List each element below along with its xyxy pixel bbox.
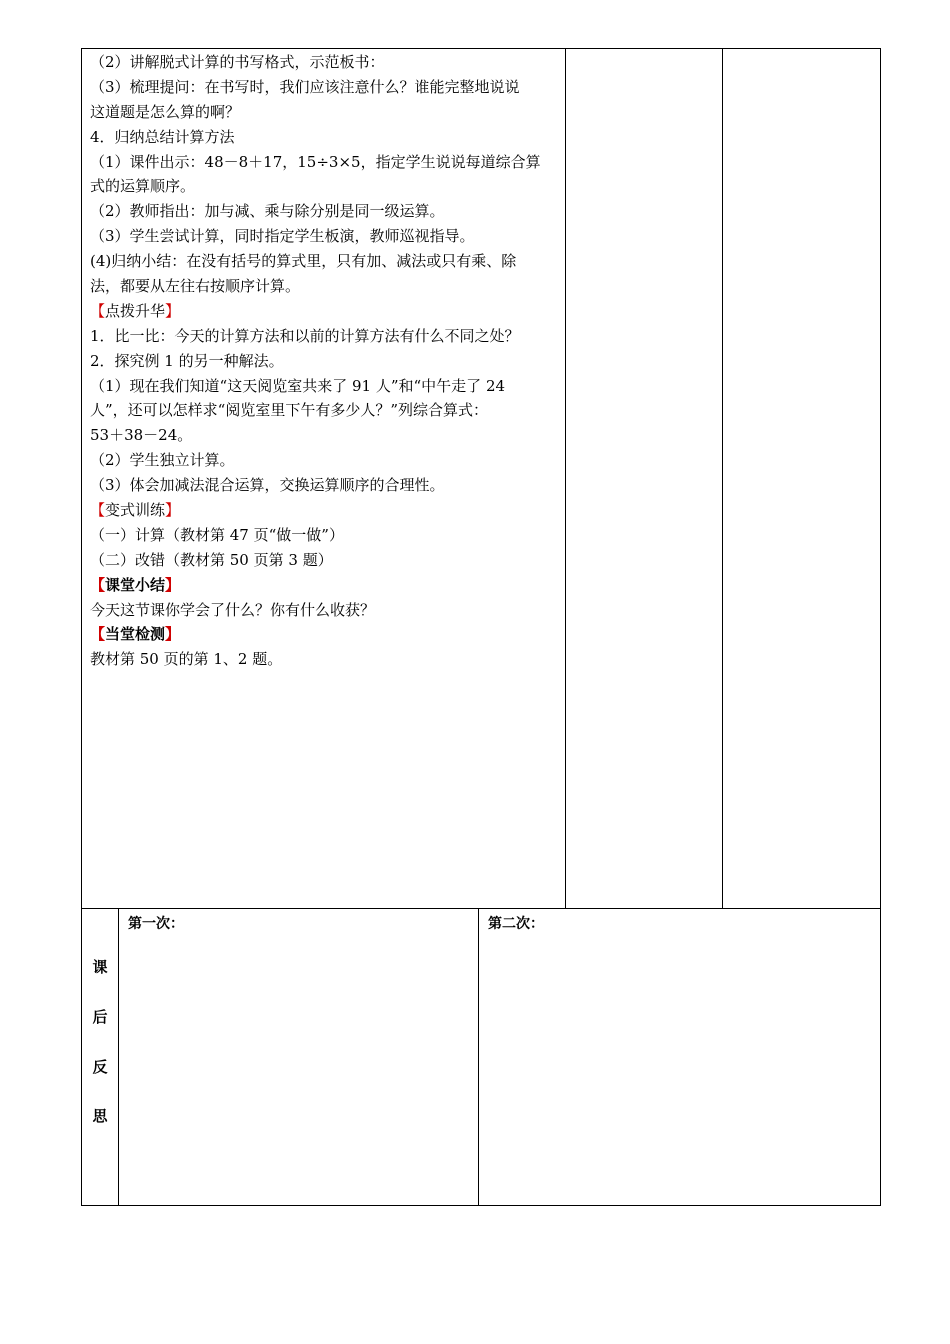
content-line: 53＋38－24。: [90, 426, 193, 445]
content-line: （1）课件出示：48－8＋17，15÷3×5，指定学生说说每道综合算: [90, 152, 541, 171]
heading-text: 点拨升华: [105, 301, 166, 320]
heading-text: 当堂检测: [105, 625, 166, 644]
heading-bracket-close: 】: [165, 625, 181, 644]
content-line: 今天这节课你学会了什么？你有什么收获？: [90, 600, 376, 619]
heading-bracket-open: 【: [90, 625, 106, 644]
content-line: 教材第 50 页的第 1、2 题。: [90, 650, 283, 669]
content-line: （一）计算（教材第 47 页“做一做”）: [90, 525, 344, 544]
first-reflection-label: 第一次：: [128, 916, 184, 932]
heading-bracket-close: 】: [165, 501, 181, 520]
heading-bracket-open: 【: [90, 501, 106, 520]
reflection-row-top: [81, 908, 881, 909]
content-line: （1）现在我们知道“这天阅览室共来了 91 人”和“中午走了 24: [90, 376, 506, 395]
heading-text: 变式训练: [105, 501, 166, 520]
column-divider-1: [565, 48, 566, 909]
content-line: （2）讲解脱式计算的书写格式，示范板书：: [90, 53, 385, 71]
content-line: （3）体会加减法混合运算，交换运算顺序的合理性。: [90, 476, 445, 495]
content-line: 4．归纳总结计算方法: [90, 127, 235, 146]
heading-bracket-open: 【: [90, 301, 106, 320]
section-heading: [90, 622, 558, 647]
content-line: （3）学生尝试计算，同时指定学生板演，教师巡视指导。: [90, 227, 475, 246]
heading-bracket-open: 【: [90, 575, 106, 594]
content-line: 法，都要从左往右按顺序计算。: [90, 277, 301, 296]
reflection-label-char-1: 课: [92, 958, 108, 976]
reflection-label-char-2: 后: [92, 1008, 108, 1026]
heading-bracket-close: 】: [165, 575, 181, 594]
column-divider-2: [722, 48, 723, 909]
reflection-label-char-4: 思: [92, 1107, 108, 1125]
section-heading: [90, 573, 558, 598]
content-line: （二）改错（教材第 50 页第 3 题）: [90, 550, 333, 569]
content-line: 式的运算顺序。: [90, 177, 196, 196]
section-heading: [90, 299, 558, 324]
content-line: 2．探究例 1 的另一种解法。: [90, 351, 284, 370]
content-line: （2）教师指出：加与减、乘与除分别是同一级运算。: [90, 202, 445, 221]
heading-bracket-close: 】: [165, 301, 181, 320]
reflection-label-char-3: 反: [92, 1058, 108, 1076]
second-reflection-label: 第二次：: [488, 916, 544, 932]
content-line: 1．比一比：今天的计算方法和以前的计算方法有什么不同之处？: [90, 326, 520, 345]
lesson-content: [90, 50, 558, 672]
reflection-label-divider: [118, 908, 119, 1206]
content-line: （2）学生独立计算。: [90, 451, 235, 470]
content-line: （3）梳理提问：在书写时，我们应该注意什么？谁能完整地说说: [90, 77, 520, 96]
content-line: (4)归纳小结：在没有括号的算式里，只有加、减法或只有乘、除: [90, 252, 517, 271]
section-heading: [90, 498, 558, 523]
content-line: 人”，还可以怎样求“阅览室里下午有多少人？”列综合算式：: [90, 401, 489, 420]
content-line: 这道题是怎么算的啊？: [90, 102, 241, 121]
heading-text: 课堂小结: [105, 575, 166, 594]
reflection-column-divider: [478, 908, 479, 1206]
